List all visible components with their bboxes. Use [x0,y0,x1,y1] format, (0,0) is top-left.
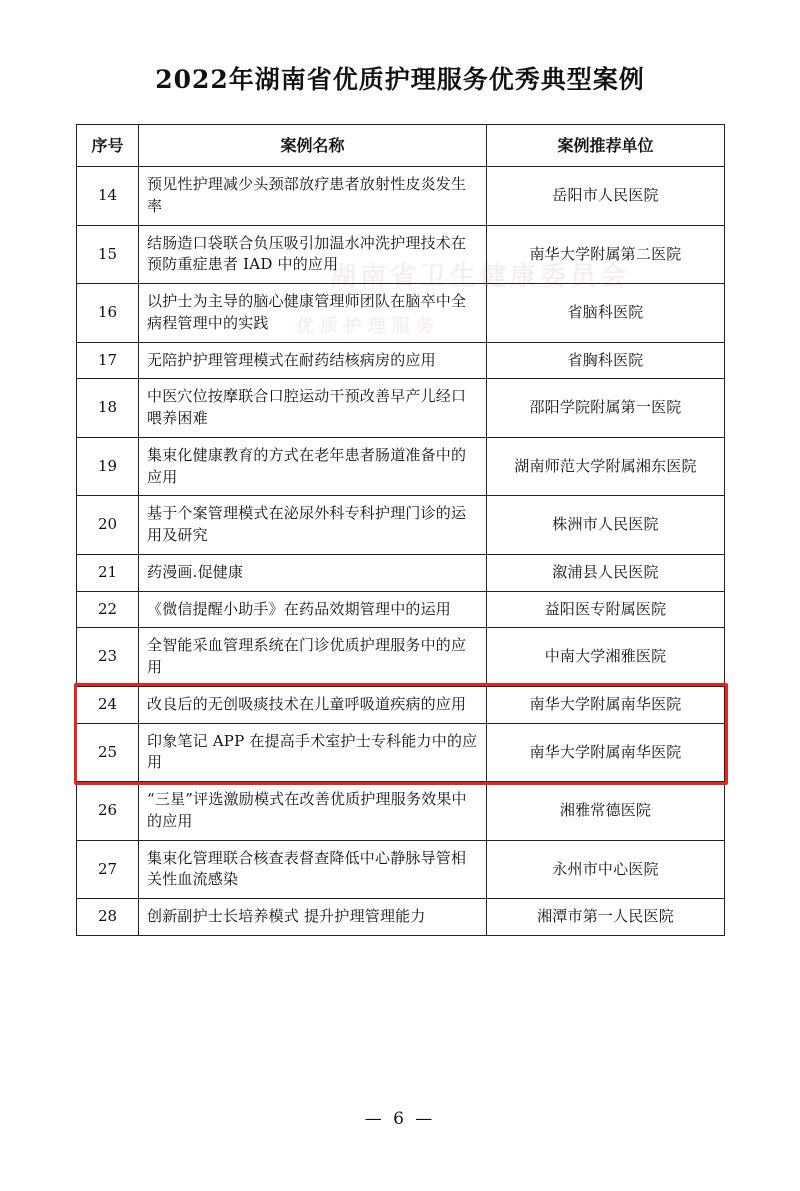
cell-case-name: 全智能采血管理系统在门诊优质护理服务中的应用 [139,628,487,687]
cell-index: 19 [77,437,139,496]
document-page [0,60,800,1191]
cell-index: 14 [77,167,139,226]
cell-index: 24 [77,686,139,723]
cell-case-name: “三星”评选激励模式在改善优质护理服务效果中的应用 [139,782,487,841]
cell-index: 17 [77,342,139,379]
cell-case-name: 《微信提醒小助手》在药品效期管理中的运用 [139,591,487,628]
table-row-highlighted [77,723,725,782]
cell-unit: 株洲市人民医院 [487,496,725,555]
table-row [77,554,725,591]
cell-unit: 南华大学附属南华医院 [487,723,725,782]
cell-case-name: 无陪护护理管理模式在耐药结核病房的应用 [139,342,487,379]
case-table [76,124,725,936]
cell-index: 27 [77,840,139,899]
table-row [77,782,725,841]
cell-case-name: 创新副护士长培养模式 提升护理管理能力 [139,899,487,936]
case-table-body [77,167,725,936]
cell-index: 15 [77,225,139,284]
case-table-wrapper [76,124,724,936]
table-row [77,628,725,687]
cell-index: 28 [77,899,139,936]
cell-unit: 南华大学附属第二医院 [487,225,725,284]
cell-index: 23 [77,628,139,687]
cell-unit: 湘雅常德医院 [487,782,725,841]
cell-case-name: 基于个案管理模式在泌尿外科专科护理门诊的运用及研究 [139,496,487,555]
cell-case-name: 中医穴位按摩联合口腔运动干预改善早产儿经口喂养困难 [139,379,487,438]
table-row [77,840,725,899]
page-title: 2022年湖南省优质护理服务优秀典型案例 [155,65,645,94]
table-header-row [77,125,725,167]
cell-index: 18 [77,379,139,438]
cell-unit: 岳阳市人民医院 [487,167,725,226]
table-row [77,899,725,936]
cell-unit: 省脑科医院 [487,284,725,343]
cell-case-name: 印象笔记 APP 在提高手术室护士专科能力中的应用 [139,723,487,782]
cell-unit: 湖南师范大学附属湘东医院 [487,437,725,496]
watermark-line-2: 优质护理服务 [296,316,440,337]
cell-index: 22 [77,591,139,628]
table-row-highlighted [77,686,725,723]
cell-unit: 湘潭市第一人民医院 [487,899,725,936]
cell-unit: 省胸科医院 [487,342,725,379]
column-header-index: 序号 [77,125,139,167]
page-footer-number: — 6 — [364,1109,436,1129]
cell-index: 21 [77,554,139,591]
cell-index: 25 [77,723,139,782]
cell-unit: 溆浦县人民医院 [487,554,725,591]
cell-unit: 益阳医专附属医院 [487,591,725,628]
cell-index: 20 [77,496,139,555]
table-row [77,379,725,438]
column-header-recommending-unit: 案例推荐单位 [487,125,725,167]
cell-unit: 中南大学湘雅医院 [487,628,725,687]
cell-case-name: 集束化管理联合核查表督查降低中心静脉导管相关性血流感染 [139,840,487,899]
cell-case-name: 结肠造口袋联合负压吸引加温水冲洗护理技术在预防重症患者 IAD 中的应用 [139,225,487,284]
table-row [77,342,725,379]
cell-case-name: 药漫画.促健康 [139,554,487,591]
cell-case-name: 集束化健康教育的方式在老年患者肠道准备中的应用 [139,437,487,496]
cell-index: 16 [77,284,139,343]
watermark-line-1: 湖南省卫生健康委员会 [330,262,631,292]
table-row [77,591,725,628]
cell-unit: 永州市中心医院 [487,840,725,899]
cell-index: 26 [77,782,139,841]
cell-unit: 邵阳学院附属第一医院 [487,379,725,438]
table-row [77,225,725,284]
cell-case-name: 改良后的无创吸痰技术在儿童呼吸道疾病的应用 [139,686,487,723]
table-row [77,496,725,555]
cell-case-name: 以护士为主导的脑心健康管理师团队在脑卒中全病程管理中的实践 [139,284,487,343]
table-row [77,167,725,226]
cell-case-name: 预见性护理减少头颈部放疗患者放射性皮炎发生率 [139,167,487,226]
cell-unit: 南华大学附属南华医院 [487,686,725,723]
table-row [77,437,725,496]
column-header-case-name: 案例名称 [139,125,487,167]
table-row [77,284,725,343]
